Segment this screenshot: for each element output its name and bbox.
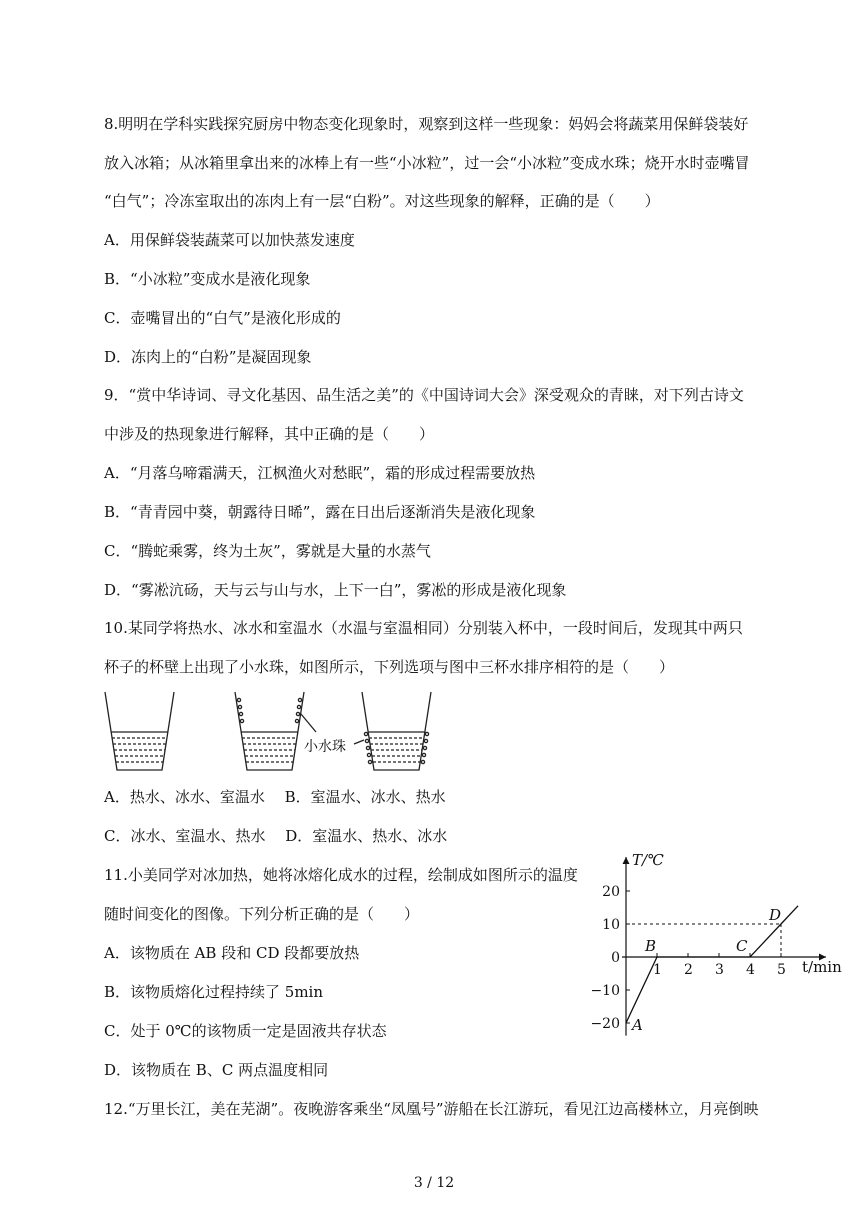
q8-option-a: A．用保鲜袋装蔬菜可以加快蒸发速度 [104, 231, 355, 249]
q8-option-d: D．冻肉上的“白粉”是凝固现象 [104, 348, 312, 366]
y-tick-label: −20 [590, 1016, 620, 1032]
q10-options-row-2: C．冰水、室温水、热水 D．室温水、热水、冰水 [104, 827, 448, 845]
x-axis-label: t/min [802, 958, 842, 976]
q12-stem-line-1: 12.“万里长江，美在芜湖”。夜晚游客乘坐“凤凰号”游船在长江游玩，看见江边高楼林立，月亮倒映 [104, 1100, 759, 1118]
y-tick-label: −10 [590, 983, 620, 999]
x-tick-label: 3 [715, 962, 724, 978]
cup-2 [235, 692, 316, 770]
q11-option-d: D．该物质在 B、C 两点温度相同 [104, 1061, 329, 1079]
q9-stem-line-1: 9．“赏中华诗词、寻文化基因、品生活之美”的《中国诗词大会》深受观众的青睐，对下列古诗文 [104, 386, 744, 404]
droplet-label: 小水珠 [304, 739, 346, 755]
point-label-c: C [736, 937, 748, 955]
y-tick-label: 20 [602, 884, 620, 900]
cup-1 [105, 692, 174, 770]
point-label-b: B [645, 937, 657, 955]
q11-option-b: B．该物质熔化过程持续了 5min [104, 983, 324, 1001]
q9-option-a: A．“月落乌啼霜满天，江枫渔火对愁眠”，霜的形成过程需要放热 [104, 464, 536, 482]
q11-option-c: C．处于 0℃的该物质一定是固液共存状态 [104, 1022, 387, 1040]
q9-option-d: D．“雾凇沆砀，天与云与山与水，上下一白”，雾凇的形成是液化现象 [104, 581, 567, 599]
q11-stem-line-2: 随时间变化的图像。下列分析正确的是（ ） [104, 905, 420, 923]
x-tick-label: 1 [653, 962, 662, 978]
q8-option-c: C．壶嘴冒出的“白气”是液化形成的 [104, 309, 341, 327]
q10-cups-figure [100, 690, 440, 775]
point-label-a: A [632, 1016, 643, 1034]
q10-stem-line-2: 杯子的杯壁上出现了小水珠，如图所示，下列选项与图中三杯水排序相符的是（ ） [104, 658, 675, 676]
q11-stem-line-1: 11.小美同学对冰加热，她将冰熔化成水的过程，绘制成如图所示的温度 [104, 866, 578, 884]
x-tick-label: 2 [684, 962, 693, 978]
q9-option-c: C．“腾蛇乘雾，终为土灰”，雾就是大量的水蒸气 [104, 542, 431, 560]
y-axis-label: T/℃ [632, 851, 664, 869]
q11-option-a: A．该物质在 AB 段和 CD 段都要放热 [104, 944, 360, 962]
q8-option-b: B．“小冰粒”变成水是液化现象 [104, 270, 311, 288]
q8-stem-line-1: 8.明明在学科实践探究厨房中物态变化现象时，观察到这样一些现象：妈妈会将蔬菜用保鲜袋装好 [104, 115, 749, 133]
q9-option-b: B．“青青园中葵，朝露待日晞”，露在日出后逐渐消失是液化现象 [104, 503, 536, 521]
x-tick-label: 5 [777, 962, 786, 978]
cup-3 [354, 692, 431, 770]
q8-stem-line-3: “白气”；冷冻室取出的冻肉上有一层“白粉”。对这些现象的解释，正确的是（ ） [104, 192, 660, 210]
x-tick-label: 4 [746, 962, 755, 978]
q9-stem-line-2: 中涉及的热现象进行解释，其中正确的是（ ） [104, 425, 435, 443]
point-label-d: D [769, 906, 782, 924]
y-tick-label: 0 [611, 950, 620, 966]
q8-stem-line-2: 放入冰箱；从冰箱里拿出来的冰棒上有一些“小冰粒”，过一会“小冰粒”变成水珠；烧开水时壶嘴冒 [104, 154, 750, 172]
q10-stem-line-1: 10.某同学将热水、冰水和室温水（水温与室温相同）分别装入杯中，一段时间后，发现其中两只 [104, 619, 743, 637]
temperature-time-chart [580, 845, 850, 1040]
q10-options-row-1: A．热水、冰水、室温水 B．室温水、冰水、热水 [104, 788, 446, 806]
y-tick-label: 10 [602, 917, 620, 933]
page-number: 3 / 12 [413, 1175, 455, 1191]
